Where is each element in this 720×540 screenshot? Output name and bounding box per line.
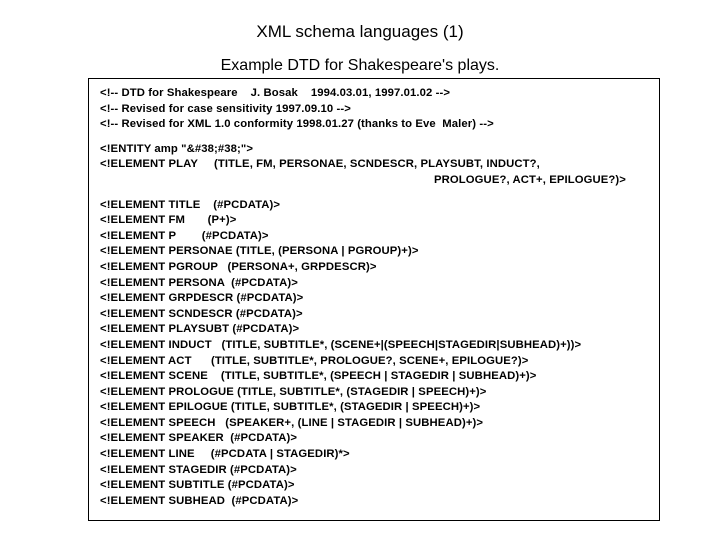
- dtd-element-line: <!ELEMENT SPEAKER (#PCDATA)>: [100, 432, 298, 445]
- dtd-element-line: <!ELEMENT SPEECH (SPEAKER+, (LINE | STAGEDIR | SUBHEAD)+)>: [100, 416, 484, 429]
- dtd-comment-line: <!-- DTD for Shakespeare J. Bosak 1994.03.01, 1997.01.02 -->: [100, 87, 451, 99]
- dtd-element-line: <!ELEMENT PLAYSUBT (#PCDATA)>: [100, 323, 300, 336]
- dtd-element-line: <!ELEMENT SUBHEAD (#PCDATA)>: [100, 494, 299, 507]
- dtd-element-line: <!ELEMENT PERSONA (#PCDATA)>: [100, 276, 298, 289]
- dtd-element-line: <!ELEMENT GRPDESCR (#PCDATA)>: [100, 292, 304, 305]
- dtd-play-element-continuation: PROLOGUE?, ACT+, EPILOGUE?)>: [434, 173, 626, 186]
- dtd-element-line: <!ELEMENT STAGEDIR (#PCDATA)>: [100, 463, 297, 476]
- dtd-comment-line: <!-- Revised for XML 1.0 conformity 1998.01.27 (thanks to Eve Maler) -->: [100, 118, 494, 131]
- dtd-element-line: <!ELEMENT SCENE (TITLE, SUBTITLE*, (SPEECH | STAGEDIR | SUBHEAD)+)>: [100, 370, 537, 383]
- dtd-element-line: <!ELEMENT PGROUP (PERSONA+, GRPDESCR)>: [100, 260, 377, 273]
- dtd-element-line: <!ELEMENT FM (P+)>: [100, 214, 237, 227]
- dtd-element-line: <!ELEMENT LINE (#PCDATA | STAGEDIR)*>: [100, 448, 350, 461]
- dtd-element-line: <!ELEMENT PERSONAE (TITLE, (PERSONA | PGROUP)+)>: [100, 245, 419, 258]
- dtd-code-block: [100, 86, 655, 509]
- dtd-element-line: <!ELEMENT SUBTITLE (#PCDATA)>: [100, 479, 295, 492]
- dtd-element-line: <!ELEMENT EPILOGUE (TITLE, SUBTITLE*, (STAGEDIR | SPEECH)+)>: [100, 401, 481, 414]
- dtd-play-element-line: <!ELEMENT PLAY (TITLE, FM, PERSONAE, SCNDESCR, PLAYSUBT, INDUCT?,: [100, 158, 540, 171]
- dtd-comment-line: <!-- Revised for case sensitivity 1997.09.10 -->: [100, 102, 351, 115]
- dtd-element-line: <!ELEMENT SCNDESCR (#PCDATA)>: [100, 307, 303, 320]
- dtd-element-list: [100, 198, 655, 510]
- dtd-entity-line: <!ENTITY amp "&#38;#38;">: [100, 142, 254, 155]
- dtd-element-line: <!ELEMENT PROLOGUE (TITLE, SUBTITLE*, (STAGEDIR | SPEECH)+)>: [100, 385, 487, 398]
- slide-title: XML schema languages (1): [256, 22, 464, 41]
- dtd-element-line: <!ELEMENT INDUCT (TITLE, SUBTITLE*, (SCENE+|(SPEECH|STAGEDIR|SUBHEAD)+))>: [100, 338, 582, 351]
- dtd-element-line: <!ELEMENT ACT (TITLE, SUBTITLE*, PROLOGUE?, SCENE+, EPILOGUE?)>: [100, 354, 529, 367]
- dtd-element-line: <!ELEMENT TITLE (#PCDATA)>: [100, 198, 281, 211]
- slide-subtitle: Example DTD for Shakespeare's plays.: [220, 57, 500, 74]
- dtd-element-line: <!ELEMENT P (#PCDATA)>: [100, 229, 269, 242]
